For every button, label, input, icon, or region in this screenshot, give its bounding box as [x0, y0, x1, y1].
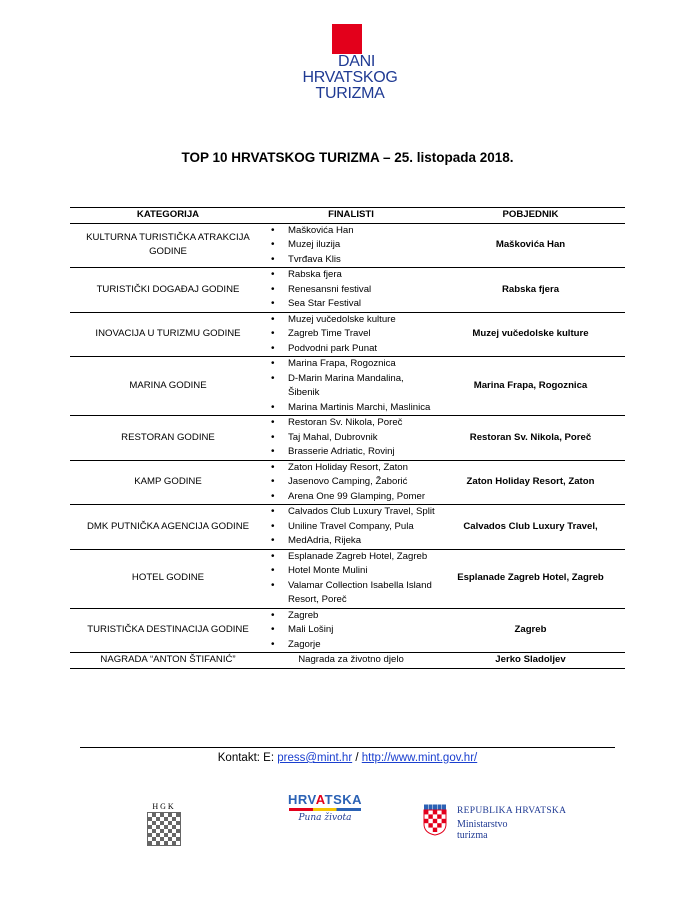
footer-divider: [80, 747, 615, 748]
finalist-item: • D-Marin Marina Mandalina, Šibenik: [266, 372, 436, 401]
finalists-cell: [266, 549, 436, 608]
finalist-item: • Muzej vučedolske kulture: [266, 313, 436, 328]
special-finalist-cell: Nagrada za životno djelo: [266, 653, 436, 669]
finalist-item: • Tvrđava Klis: [266, 253, 436, 268]
column-header-winner: POBJEDNIK: [436, 208, 625, 224]
category-cell: KAMP GODINE: [70, 460, 266, 505]
hrvatska-wordmark-part-2: A: [315, 792, 325, 807]
finalists-cell: [266, 312, 436, 357]
winner-cell: Esplanade Zagreb Hotel, Zagreb: [436, 549, 625, 608]
finalist-item: • Brasserie Adriatic, Rovinj: [266, 445, 436, 460]
winner-cell: Muzej vučedolske kulture: [436, 312, 625, 357]
page-title: TOP 10 HRVATSKOG TURIZMA – 25. listopada 2018.: [181, 150, 514, 165]
category-cell: DMK PUTNIČKA AGENCIJA GODINE: [70, 505, 266, 550]
finalists-list: [266, 609, 436, 653]
finalists-list: [266, 357, 436, 415]
logo-line-3: TURIZMA: [315, 85, 385, 102]
finalists-list: [266, 268, 436, 312]
finalist-item: • Muzej iluzija: [266, 238, 436, 253]
finalist-item: • Taj Mahal, Dubrovnik: [266, 431, 436, 446]
ministry-line-1: REPUBLIKA HRVATSKA: [457, 806, 567, 816]
table-header-row: [70, 208, 625, 224]
winner-cell: Rabska fjera: [436, 268, 625, 313]
hrvatska-color-stripe: [289, 808, 361, 811]
finalist-item: • Marina Frapa, Rogoznica: [266, 357, 436, 372]
category-cell: RESTORAN GODINE: [70, 416, 266, 461]
category-cell: INOVACIJA U TURIZMU GODINE: [70, 312, 266, 357]
finalist-item: • Arena One 99 Glamping, Pomer: [266, 490, 436, 505]
category-cell: TURISTIČKI DOGAĐAJ GODINE: [70, 268, 266, 313]
column-header-finalists: FINALISTI: [266, 208, 436, 224]
finalists-cell: [266, 268, 436, 313]
finalists-list: [266, 224, 436, 268]
finalist-item: • Zagreb Time Travel: [266, 327, 436, 342]
table-row: [70, 416, 625, 461]
special-award-row: [70, 653, 625, 669]
finalist-item: • Renesansni festival: [266, 283, 436, 298]
ministry-logo: [423, 802, 593, 846]
finalist-item: • Podvodni park Punat: [266, 342, 436, 357]
column-header-category: KATEGORIJA: [70, 208, 266, 224]
logo-text: [300, 54, 400, 102]
finalist-item: • Maškovića Han: [266, 224, 436, 239]
winner-cell: Maškovića Han: [436, 223, 625, 268]
finalist-item: • MedAdria, Rijeka: [266, 534, 436, 549]
table-row: [70, 357, 625, 416]
dani-hrvatskog-turizma-logo: [300, 24, 410, 110]
finalist-item: • Hotel Monte Mulini: [266, 564, 436, 579]
awards-table: [70, 207, 625, 669]
ministry-line-2: Ministarstvo: [457, 819, 508, 830]
finalist-item: • Zagorje: [266, 638, 436, 653]
finalists-cell: [266, 608, 436, 653]
special-winner-cell: Jerko Sladoljev: [436, 653, 625, 669]
finalist-item: • Restoran Sv. Nikola, Poreč: [266, 416, 436, 431]
category-cell: KULTURNA TURISTIČKA ATRAKCIJA GODINE: [70, 223, 266, 268]
winner-cell: Calvados Club Luxury Travel,: [436, 505, 625, 550]
table-row: [70, 268, 625, 313]
website-link[interactable]: http://www.mint.gov.hr/: [361, 752, 478, 764]
winner-cell: Zaton Holiday Resort, Zaton: [436, 460, 625, 505]
contact-line: [0, 752, 695, 764]
contact-separator: /: [352, 752, 362, 764]
finalist-item: • Rabska fjera: [266, 268, 436, 283]
logo-line-2: HRVATSKOG: [302, 69, 398, 86]
finalists-cell: [266, 460, 436, 505]
finalists-list: [266, 461, 436, 505]
winner-cell: Restoran Sv. Nikola, Poreč: [436, 416, 625, 461]
contact-prefix: Kontakt: E:: [217, 752, 278, 764]
finalist-item: • Zaton Holiday Resort, Zaton: [266, 461, 436, 476]
category-cell: TURISTIČKA DESTINACIJA GODINE: [70, 608, 266, 653]
finalists-list: [266, 550, 436, 608]
finalists-list: [266, 313, 436, 357]
table-row: [70, 460, 625, 505]
hrvatska-wordmark-part-3: TSKA: [324, 792, 363, 807]
special-category-cell: NAGRADA “ANTON ŠTIFANIĆ”: [70, 653, 266, 669]
winner-cell: Marina Frapa, Rogoznica: [436, 357, 625, 416]
finalist-item: • Valamar Collection Isabella Island Resort, Poreč: [266, 579, 436, 608]
finalist-item: • Mali Lošinj: [266, 623, 436, 638]
logo-line-1: DANI: [338, 53, 376, 70]
finalists-list: [266, 416, 436, 460]
finalists-cell: [266, 416, 436, 461]
ministry-line-3: turizma: [457, 830, 488, 841]
finalist-item: • Uniline Travel Company, Pula: [266, 520, 436, 535]
finalist-item: • Esplanade Zagreb Hotel, Zagreb: [266, 550, 436, 565]
finalists-cell: [266, 357, 436, 416]
winner-cell: Zagreb: [436, 608, 625, 653]
hgk-label: HGK: [152, 802, 176, 811]
croatian-coat-of-arms-icon: [423, 804, 447, 836]
table-row: [70, 549, 625, 608]
hrvatska-wordmark: [280, 792, 370, 807]
table-body: [70, 223, 625, 668]
finalist-item: • Sea Star Festival: [266, 297, 436, 312]
hgk-checkerboard-icon: [147, 812, 181, 846]
table-row: [70, 505, 625, 550]
finalists-list: [266, 505, 436, 549]
category-cell: MARINA GODINE: [70, 357, 266, 416]
hrvatska-slogan: Puna života: [298, 813, 352, 823]
finalist-item: • Zagreb: [266, 609, 436, 624]
hrvatska-logo: [280, 792, 370, 842]
logo-red-square: [332, 24, 362, 54]
finalists-cell: [266, 505, 436, 550]
category-cell: HOTEL GODINE: [70, 549, 266, 608]
finalists-cell: [266, 223, 436, 268]
table-row: [70, 223, 625, 268]
table-row: [70, 312, 625, 357]
finalist-item: • Calvados Club Luxury Travel, Split: [266, 505, 436, 520]
email-link[interactable]: press@mint.hr: [277, 752, 353, 764]
finalist-item: • Marina Martinis Marchi, Maslinica: [266, 401, 436, 416]
finalist-item: • Jasenovo Camping, Žaborić: [266, 475, 436, 490]
hgk-logo: [142, 802, 186, 846]
table-row: [70, 608, 625, 653]
hrvatska-wordmark-part-1: HRV: [287, 792, 316, 807]
